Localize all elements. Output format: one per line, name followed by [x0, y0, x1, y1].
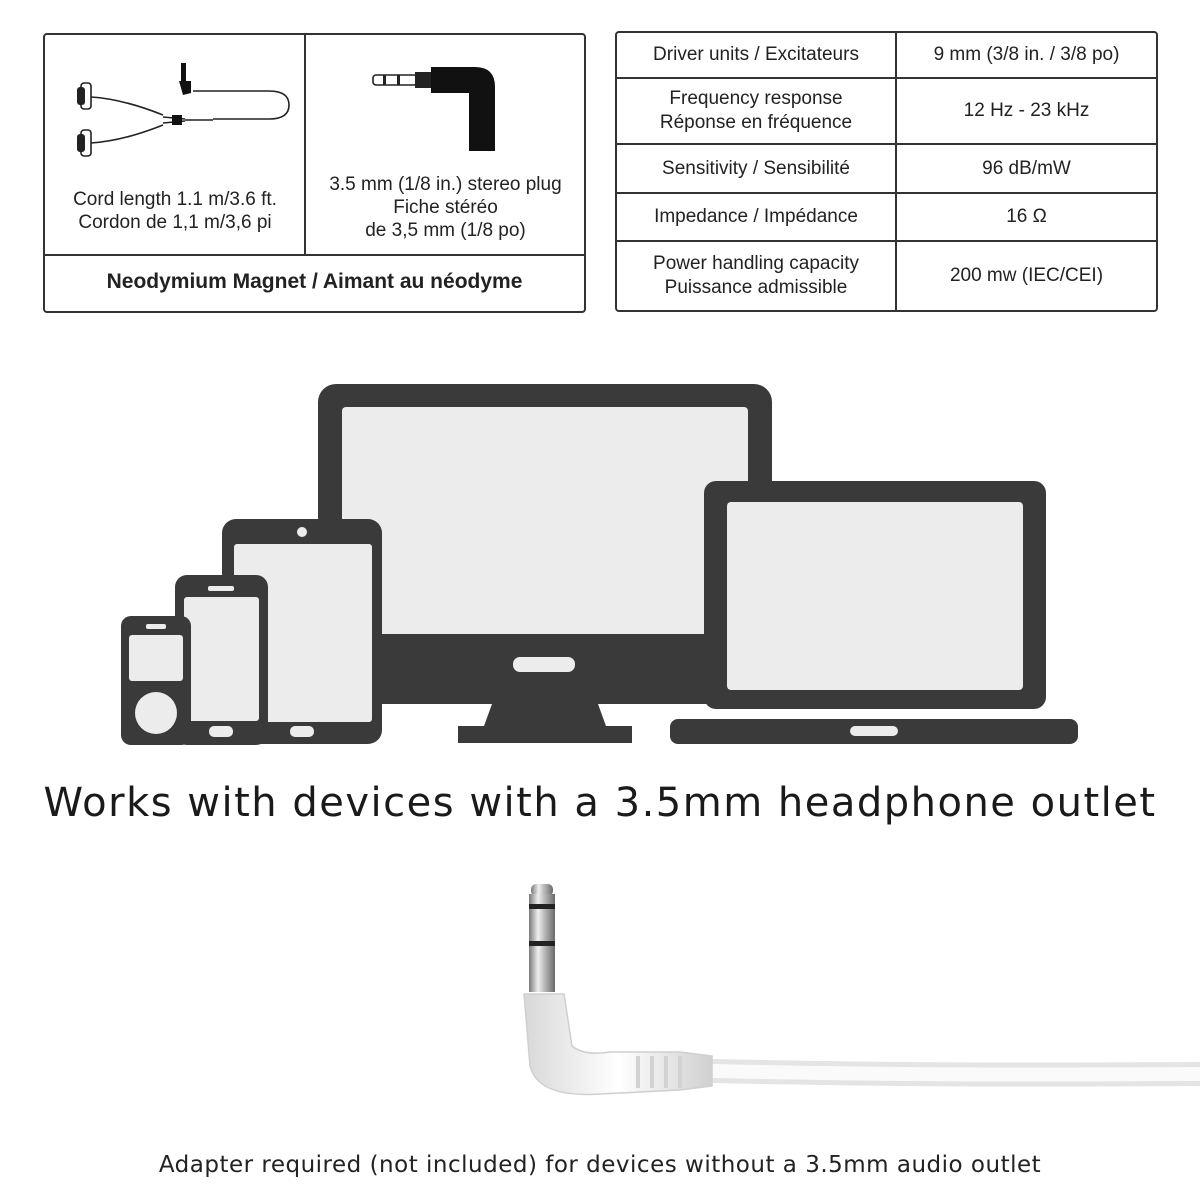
earphones-icon — [73, 55, 303, 165]
divider — [45, 254, 584, 256]
desktop-monitor-icon — [318, 384, 772, 743]
magnet-text: Neodymium Magnet / Aimant au néodyme — [106, 270, 523, 293]
plug-type-line: Fiche stéréo — [393, 197, 498, 218]
table-row — [617, 192, 1156, 240]
cord-length-text — [45, 188, 305, 234]
table-row — [617, 143, 1156, 192]
spec-label-line: Power handling capacity — [653, 253, 859, 274]
media-player-icon — [121, 616, 191, 745]
spec-label — [617, 33, 897, 77]
spec-label — [617, 145, 897, 192]
spec-value: 200 mw (IEC/CEI) — [949, 265, 1104, 286]
spec-label-line: Driver units / Excitateurs — [653, 44, 859, 65]
table-row — [617, 77, 1156, 143]
angled-plug-icon — [365, 63, 505, 158]
compatibility-headline: Works with devices with a 3.5mm headphone outlet — [43, 780, 1157, 826]
spec-label-line: Frequency response — [669, 88, 843, 109]
spec-table — [615, 31, 1158, 312]
spec-value: 16 Ω — [1006, 206, 1047, 227]
plug-type-line: de 3,5 mm (1/8 po) — [365, 220, 526, 241]
laptop-icon — [670, 481, 1078, 744]
spec-value: 96 dB/mW — [982, 157, 1071, 179]
spec-label-line: Sensitivity / Sensibilité — [662, 157, 850, 179]
table-row — [617, 240, 1156, 310]
spec-value: 9 mm (3/8 in. / 3/8 po) — [933, 44, 1120, 65]
spec-label-line: Réponse en fréquence — [659, 112, 853, 133]
features-box — [43, 33, 586, 313]
spec-label-line: Puissance admissible — [664, 277, 848, 298]
spec-value: 12 Hz - 23 kHz — [963, 100, 1090, 121]
spec-label — [617, 242, 897, 310]
plug-type-line: 3.5 mm (1/8 in.) stereo plug — [329, 174, 562, 195]
spec-label — [617, 79, 897, 143]
adapter-footnote: Adapter required (not included) for devices without a 3.5mm audio outlet — [158, 1152, 1042, 1178]
devices-illustration — [0, 370, 1200, 760]
plug-type-text — [307, 173, 584, 242]
cord-length-en: Cord length 1.1 m/3.6 ft. — [73, 189, 277, 210]
table-row — [617, 33, 1156, 77]
spec-label — [617, 194, 897, 240]
spec-label-line: Impedance / Impédance — [654, 206, 858, 227]
cord-length-fr: Cordon de 1,1 m/3,6 pi — [78, 212, 272, 233]
white-audio-plug-photo — [480, 876, 1200, 1116]
